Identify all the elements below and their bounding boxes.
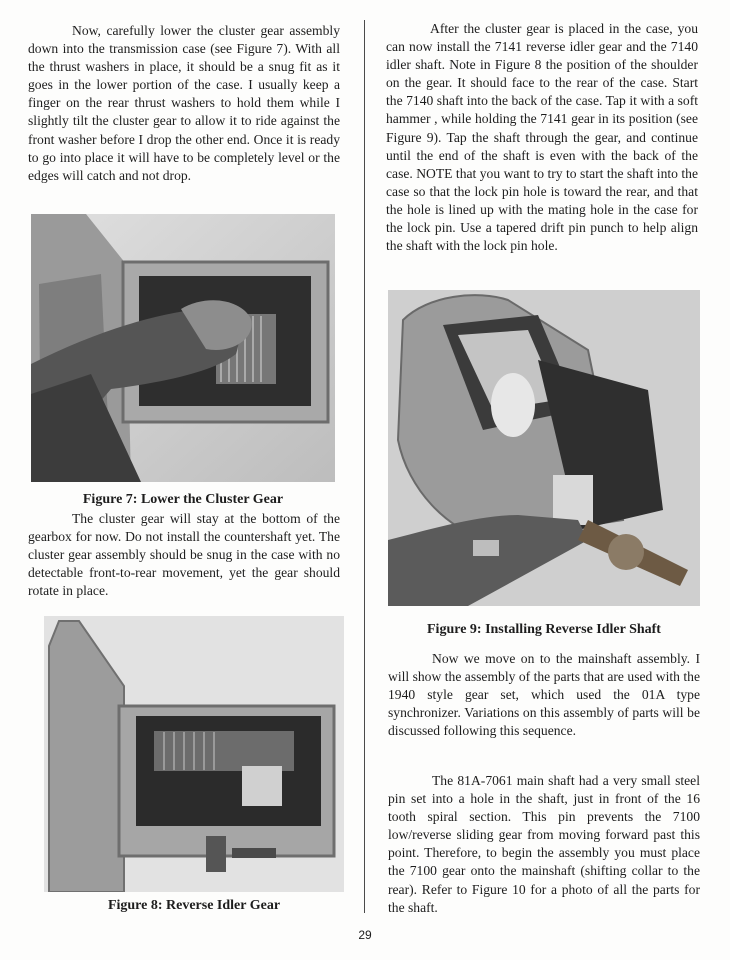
paragraph: Now, carefully lower the cluster gear assembly down into the transmission case (see Figure 7). With all the thrust washers in place, it should be a snug fit as it goes in the lower portion of the case. I usually keep a finger on the rear thrust washers to hold them while I slightly tilt the cluster gear to allow it to ride against the front washer before I drop the other end. Once it is ready to go into place it will have to be completely level or the edges will catch and not drop. bbox=[28, 23, 340, 183]
paragraph: After the cluster gear is placed in the case, you can now install the 7141 reverse idler gear and the 7140 idler shaft. Note in Figure 8 the position of the shoulder on the gear. It should face to the rear of the case. Start the 7140 shaft into the back of the case. Tap it with a soft hammer , while holding the 7141 gear in its position (see Figure 9). Tap the shaft through the gear, and continue until the end of the shaft is even with the back of the case. NOTE that you want to try to start the shaft into the case so that the lock pin hole is toward the rear, and that the hole is lined up with the mating hole in the case for the lock pin. Use a tapered drift pin punch to help align the shaft with the lock pin hole. bbox=[386, 21, 698, 254]
figure8-photo bbox=[44, 616, 344, 892]
paragraph: The 81A-7061 main shaft had a very small steel pin set into a hole in the shaft, just in front of the 16 tooth spiral section. This pin prevents the 7100 low/reverse sliding gear from moving forward past this point. Therefore, to begin the assembly you must place the 7100 gear onto the mainshaft (shifting collar to the rear). Refer to Figure 10 for a photo of all the parts for the shaft. bbox=[388, 773, 700, 915]
paragraph: The cluster gear will stay at the bottom of the gearbox for now. Do not install the countershaft yet. The cluster gear assembly should be snug in the case with no detectable front-to-rear movement, yet the gear should rotate in place. bbox=[28, 511, 340, 599]
page-number: 29 bbox=[358, 928, 372, 942]
right-column-para1 bbox=[386, 20, 698, 255]
figure8-caption: Figure 8: Reverse Idler Gear bbox=[107, 898, 281, 913]
figure7-photo bbox=[31, 214, 335, 482]
right-column-para2 bbox=[388, 650, 700, 740]
figure7-illustration bbox=[31, 214, 335, 482]
right-column-para3 bbox=[388, 772, 700, 917]
column-divider bbox=[364, 20, 365, 913]
figure9-illustration bbox=[388, 290, 700, 606]
figure9-caption: Figure 9: Installing Reverse Idler Shaft bbox=[427, 622, 661, 637]
left-column-para1 bbox=[28, 22, 340, 185]
figure8-illustration bbox=[44, 616, 344, 892]
figure9-photo bbox=[388, 290, 700, 606]
left-column-para2 bbox=[28, 510, 340, 600]
paragraph: Now we move on to the mainshaft assembly. I will show the assembly of the parts that are used with the 1940 style gear set, which used the 01A type synchronizer. Variations on this assembly of parts will be discussed following this sequence. bbox=[388, 651, 700, 739]
figure7-caption: Figure 7: Lower the Cluster Gear bbox=[82, 492, 284, 507]
